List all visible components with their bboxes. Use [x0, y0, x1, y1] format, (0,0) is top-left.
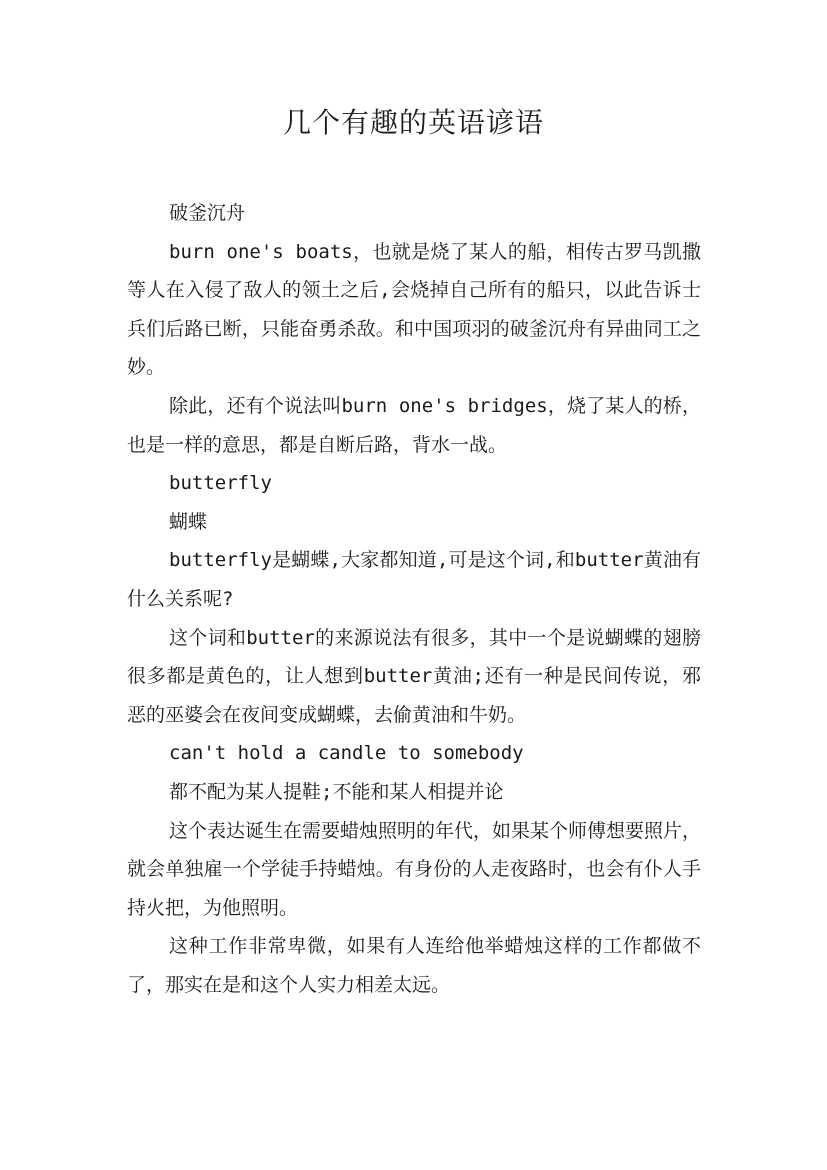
paragraph: butterfly是蝴蝶,大家都知道,可是这个词,和butter黄油有什么关系呢? — [127, 549, 701, 610]
paragraph-heading-2: butterfly — [169, 472, 272, 495]
paragraph-subheading-2: 蝴蝶 — [169, 510, 208, 533]
paragraph: 除此，还有个说法叫burn one's bridges，烧了某人的桥，也是一样的意思，都是自断后路，背水一战。 — [127, 394, 701, 456]
paragraph: burn one's boats，也就是烧了某人的船，相传古罗马凯撒等人在入侵了敌人的领土之后,会烧掉自己所有的船只，以此告诉士兵们后路已断，只能奋勇杀敌。和中国项羽的破釜沉舟有异曲同工之妙。 — [127, 240, 701, 379]
paragraph-heading-3: can't hold a candle to somebody — [169, 742, 524, 765]
document-title: 几个有趣的英语谚语 — [282, 106, 544, 139]
paragraph: 这种工作非常卑微，如果有人连给他举蜡烛这样的工作都做不了，那实在是和这个人实力相差太远。 — [127, 935, 701, 996]
paragraph-heading-1: 破釜沉舟 — [169, 202, 246, 224]
paragraph-subheading-3: 都不配为某人提鞋;不能和某人相提并论 — [169, 780, 504, 803]
paragraph: 这个表达诞生在需要蜡烛照明的年代，如果某个师傅想要照片，就会单独雇一个学徒手持蜡烛。有身份的人走夜路时，也会有仆人手持火把，为他照明。 — [127, 819, 702, 919]
paragraph: 这个词和butter的来源说法有很多，其中一个是说蝴蝶的翅膀很多都是黄色的，让人想到butter黄油;还有一种是民间传说，邪恶的巫婆会在夜间变成蝴蝶，去偷黄油和牛奶。 — [127, 626, 701, 726]
document-body — [127, 194, 701, 1004]
